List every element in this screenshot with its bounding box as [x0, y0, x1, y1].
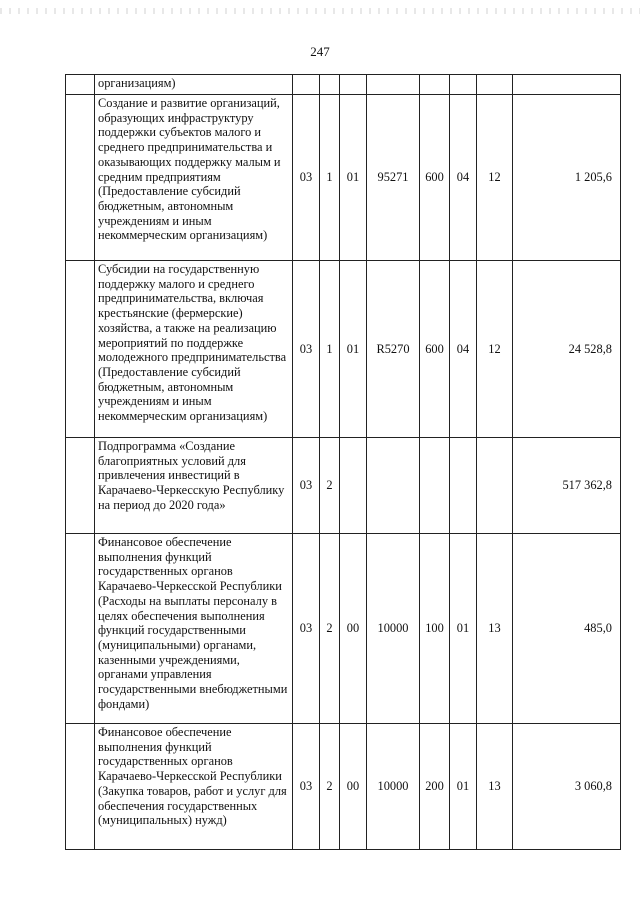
row-number-cell: [66, 75, 95, 95]
row-number-cell: [66, 724, 95, 850]
subprogram-code-cell: 1: [320, 261, 340, 438]
row-number-cell: [66, 438, 95, 534]
subsection-code-cell: [477, 75, 513, 95]
subsection-code-cell: 13: [477, 534, 513, 724]
subprogram-code-cell: 1: [320, 95, 340, 261]
section-code-cell: 04: [450, 95, 477, 261]
item-name-cell: Финансовое обеспечение выполнения функций государственных органов Карачаево-Черкесской Республики (Расходы на выплаты персоналу в целях обеспечения выполнения функций государственными (муниципальными) органами, казенными учреждениями, органами управления государственными внебюджетными фондами): [95, 534, 293, 724]
table-row: [66, 534, 621, 724]
amount-cell: 485,0: [513, 534, 621, 724]
direction-code-cell: 10000: [367, 534, 420, 724]
expense-type-cell: 100: [420, 534, 450, 724]
amount-cell: 1 205,6: [513, 95, 621, 261]
table-row: [66, 261, 621, 438]
row-number-cell: [66, 534, 95, 724]
subsection-code-cell: 13: [477, 724, 513, 850]
row-number-cell: [66, 261, 95, 438]
program-code-cell: [293, 75, 320, 95]
direction-code-cell: 95271: [367, 95, 420, 261]
row-number-cell: [66, 95, 95, 261]
direction-code-cell: [367, 75, 420, 95]
table-row: [66, 75, 621, 95]
program-code-cell: 03: [293, 724, 320, 850]
event-code-cell: 01: [340, 261, 367, 438]
event-code-cell: 00: [340, 534, 367, 724]
program-code-cell: 03: [293, 95, 320, 261]
program-code-cell: 03: [293, 261, 320, 438]
subsection-code-cell: 12: [477, 261, 513, 438]
subsection-code-cell: 12: [477, 95, 513, 261]
expense-type-cell: [420, 75, 450, 95]
direction-code-cell: [367, 438, 420, 534]
subprogram-code-cell: 2: [320, 534, 340, 724]
item-name-cell: Создание и развитие организаций, образующих инфраструктуру поддержки субъектов малого и среднего предпринимательства и оказывающих поддержку малым и средним предприятиям (Предоставление субсидий бюджетным, автономным учреждениям и иным некоммерческим организациям): [95, 95, 293, 261]
expense-type-cell: [420, 438, 450, 534]
event-code-cell: 01: [340, 95, 367, 261]
amount-cell: 517 362,8: [513, 438, 621, 534]
program-code-cell: 03: [293, 438, 320, 534]
section-code-cell: 01: [450, 534, 477, 724]
amount-cell: 3 060,8: [513, 724, 621, 850]
item-name-cell: Подпрограмма «Создание благоприятных условий для привлечения инвестиций в Карачаево-Черкесскую Республику на период до 2020 года»: [95, 438, 293, 534]
subprogram-code-cell: [320, 75, 340, 95]
page-number: 247: [310, 44, 330, 59]
subprogram-code-cell: 2: [320, 724, 340, 850]
item-name-cell: организациям): [95, 75, 293, 95]
table-row: [66, 438, 621, 534]
direction-code-cell: R5270: [367, 261, 420, 438]
section-code-cell: 04: [450, 261, 477, 438]
event-code-cell: [340, 75, 367, 95]
subsection-code-cell: [477, 438, 513, 534]
table-row: [66, 95, 621, 261]
expense-type-cell: 600: [420, 261, 450, 438]
section-code-cell: 01: [450, 724, 477, 850]
amount-cell: 24 528,8: [513, 261, 621, 438]
scan-artifact: [0, 8, 640, 14]
direction-code-cell: 10000: [367, 724, 420, 850]
subprogram-code-cell: 2: [320, 438, 340, 534]
item-name-cell: Финансовое обеспечение выполнения функций государственных органов Карачаево-Черкесской Республики (Закупка товаров, работ и услуг для обеспечения государственных (муниципальных) нужд): [95, 724, 293, 850]
budget-table: [65, 74, 621, 850]
event-code-cell: [340, 438, 367, 534]
expense-type-cell: 600: [420, 95, 450, 261]
event-code-cell: 00: [340, 724, 367, 850]
item-name-cell: Субсидии на государственную поддержку малого и среднего предпринимательства, включая крестьянские (фермерские) хозяйства, а также на реализацию мероприятий по поддержке молодежного предпринимательства (Предоставление субсидий бюджетным, автономным учреждениям и иным некоммерческим организациям): [95, 261, 293, 438]
table-row: [66, 724, 621, 850]
section-code-cell: [450, 75, 477, 95]
expense-type-cell: 200: [420, 724, 450, 850]
section-code-cell: [450, 438, 477, 534]
amount-cell: [513, 75, 621, 95]
program-code-cell: 03: [293, 534, 320, 724]
